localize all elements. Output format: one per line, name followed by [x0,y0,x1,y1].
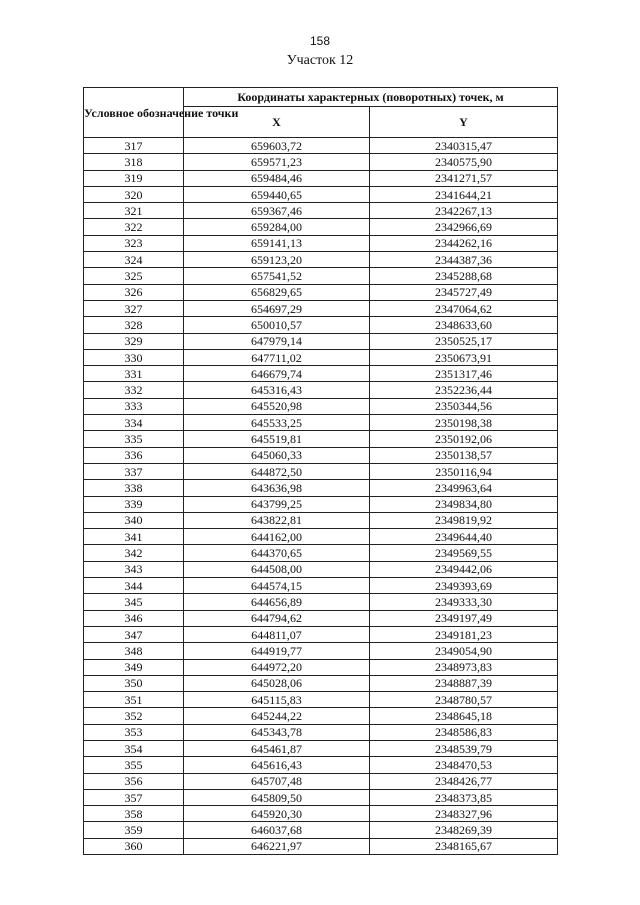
y-coordinate-cell: 2348780,57 [370,692,558,708]
point-id-cell: 326 [84,284,184,300]
x-coordinate-cell: 646679,74 [184,366,370,382]
x-coordinate-cell: 659284,00 [184,219,370,235]
table-row [84,822,558,838]
point-id-cell: 322 [84,219,184,235]
x-coordinate-cell: 659367,46 [184,203,370,219]
table-row [84,300,558,316]
y-coordinate-cell: 2342966,69 [370,219,558,235]
table-row [84,366,558,382]
header-x: X [184,107,370,138]
y-coordinate-cell: 2352236,44 [370,382,558,398]
y-coordinate-cell: 2350673,91 [370,349,558,365]
x-coordinate-cell: 644872,50 [184,463,370,479]
table-body [84,138,558,855]
table-row [84,268,558,284]
x-coordinate-cell: 659141,13 [184,235,370,251]
y-coordinate-cell: 2349333,30 [370,594,558,610]
x-coordinate-cell: 659484,46 [184,170,370,186]
table-row [84,626,558,642]
point-id-cell: 337 [84,463,184,479]
point-id-cell: 360 [84,838,184,854]
point-id-cell: 325 [84,268,184,284]
y-coordinate-cell: 2349569,55 [370,545,558,561]
x-coordinate-cell: 644794,62 [184,610,370,626]
section-title: Участок 12 [286,53,354,68]
point-id-cell: 344 [84,578,184,594]
table-row [84,170,558,186]
x-coordinate-cell: 645616,43 [184,757,370,773]
table-row [84,757,558,773]
table-row [84,724,558,740]
x-coordinate-cell: 645520,98 [184,398,370,414]
point-id-cell: 352 [84,708,184,724]
point-id-cell: 324 [84,252,184,268]
header-y: Y [370,107,558,138]
x-coordinate-cell: 645519,81 [184,431,370,447]
table-row [84,382,558,398]
point-id-cell: 347 [84,626,184,642]
x-coordinate-cell: 650010,57 [184,317,370,333]
point-id-cell: 321 [84,203,184,219]
point-id-cell: 319 [84,170,184,186]
table-row [84,692,558,708]
point-id-cell: 334 [84,415,184,431]
x-coordinate-cell: 643799,25 [184,496,370,512]
y-coordinate-cell: 2348269,39 [370,822,558,838]
y-coordinate-cell: 2348586,83 [370,724,558,740]
x-coordinate-cell: 645809,50 [184,789,370,805]
y-coordinate-cell: 2340315,47 [370,138,558,154]
y-coordinate-cell: 2348973,83 [370,659,558,675]
point-id-cell: 328 [84,317,184,333]
point-id-cell: 323 [84,235,184,251]
point-id-cell: 317 [84,138,184,154]
table-row [84,252,558,268]
y-coordinate-cell: 2349834,80 [370,496,558,512]
x-coordinate-cell: 645533,25 [184,415,370,431]
y-coordinate-cell: 2350138,57 [370,447,558,463]
point-id-cell: 320 [84,186,184,202]
point-id-cell: 346 [84,610,184,626]
x-coordinate-cell: 644574,15 [184,578,370,594]
x-coordinate-cell: 645316,43 [184,382,370,398]
table-row [84,675,558,691]
y-coordinate-cell: 2342267,13 [370,203,558,219]
table-row [84,806,558,822]
point-id-cell: 327 [84,300,184,316]
y-coordinate-cell: 2348470,53 [370,757,558,773]
y-coordinate-cell: 2348327,96 [370,806,558,822]
y-coordinate-cell: 2349181,23 [370,626,558,642]
point-id-cell: 335 [84,431,184,447]
x-coordinate-cell: 657541,52 [184,268,370,284]
y-coordinate-cell: 2349644,40 [370,529,558,545]
header-point-id: Условное обозначение точки [84,88,184,138]
table-row [84,138,558,154]
y-coordinate-cell: 2350525,17 [370,333,558,349]
point-id-cell: 348 [84,643,184,659]
table-row [84,219,558,235]
table-row [84,659,558,675]
table-row [84,463,558,479]
x-coordinate-cell: 656829,65 [184,284,370,300]
y-coordinate-cell: 2350192,06 [370,431,558,447]
point-id-cell: 336 [84,447,184,463]
table-row [84,415,558,431]
x-coordinate-cell: 645060,33 [184,447,370,463]
y-coordinate-cell: 2348373,85 [370,789,558,805]
point-id-cell: 343 [84,561,184,577]
y-coordinate-cell: 2345727,49 [370,284,558,300]
point-id-cell: 330 [84,349,184,365]
x-coordinate-cell: 643822,81 [184,512,370,528]
y-coordinate-cell: 2341644,21 [370,186,558,202]
x-coordinate-cell: 644656,89 [184,594,370,610]
table-row [84,578,558,594]
table-row [84,789,558,805]
table-row [84,186,558,202]
point-id-cell: 350 [84,675,184,691]
y-coordinate-cell: 2348165,67 [370,838,558,854]
point-id-cell: 358 [84,806,184,822]
page-number: 158 [309,34,331,48]
table-row [84,512,558,528]
point-id-cell: 329 [84,333,184,349]
point-id-cell: 345 [84,594,184,610]
x-coordinate-cell: 646037,68 [184,822,370,838]
table-row [84,708,558,724]
point-id-cell: 339 [84,496,184,512]
table-row [84,235,558,251]
point-id-cell: 351 [84,692,184,708]
point-id-cell: 354 [84,740,184,756]
x-coordinate-cell: 643636,98 [184,480,370,496]
table-row [84,610,558,626]
x-coordinate-cell: 645244,22 [184,708,370,724]
table-row [84,480,558,496]
x-coordinate-cell: 647711,02 [184,349,370,365]
table-row [84,398,558,414]
y-coordinate-cell: 2344262,16 [370,235,558,251]
table-row [84,203,558,219]
y-coordinate-cell: 2348426,77 [370,773,558,789]
y-coordinate-cell: 2348539,79 [370,740,558,756]
x-coordinate-cell: 645028,06 [184,675,370,691]
y-coordinate-cell: 2350344,56 [370,398,558,414]
table-row [84,284,558,300]
table-row [84,447,558,463]
table-row [84,773,558,789]
table-row [84,643,558,659]
table-row [84,317,558,333]
x-coordinate-cell: 645343,78 [184,724,370,740]
y-coordinate-cell: 2348887,39 [370,675,558,691]
y-coordinate-cell: 2349963,64 [370,480,558,496]
point-id-cell: 355 [84,757,184,773]
table-row [84,154,558,170]
y-coordinate-cell: 2349442,06 [370,561,558,577]
y-coordinate-cell: 2348645,18 [370,708,558,724]
y-coordinate-cell: 2347064,62 [370,300,558,316]
point-id-cell: 331 [84,366,184,382]
x-coordinate-cell: 644972,20 [184,659,370,675]
y-coordinate-cell: 2351317,46 [370,366,558,382]
x-coordinate-cell: 644162,00 [184,529,370,545]
table-row [84,431,558,447]
table-row [84,594,558,610]
y-coordinate-cell: 2349393,69 [370,578,558,594]
x-coordinate-cell: 645920,30 [184,806,370,822]
point-id-cell: 342 [84,545,184,561]
y-coordinate-cell: 2348633,60 [370,317,558,333]
table-row [84,349,558,365]
x-coordinate-cell: 646221,97 [184,838,370,854]
point-id-cell: 341 [84,529,184,545]
point-id-cell: 318 [84,154,184,170]
table-row [84,333,558,349]
x-coordinate-cell: 645707,48 [184,773,370,789]
table-row [84,496,558,512]
y-coordinate-cell: 2340575,90 [370,154,558,170]
point-id-cell: 359 [84,822,184,838]
y-coordinate-cell: 2341271,57 [370,170,558,186]
point-id-cell: 333 [84,398,184,414]
point-id-cell: 340 [84,512,184,528]
x-coordinate-cell: 645115,83 [184,692,370,708]
x-coordinate-cell: 645461,87 [184,740,370,756]
x-coordinate-cell: 644919,77 [184,643,370,659]
y-coordinate-cell: 2350116,94 [370,463,558,479]
x-coordinate-cell: 659440,65 [184,186,370,202]
table-row [84,529,558,545]
table-header [84,88,558,138]
x-coordinate-cell: 644508,00 [184,561,370,577]
y-coordinate-cell: 2344387,36 [370,252,558,268]
y-coordinate-cell: 2349197,49 [370,610,558,626]
y-coordinate-cell: 2349819,92 [370,512,558,528]
point-id-cell: 356 [84,773,184,789]
point-id-cell: 357 [84,789,184,805]
table-row [84,740,558,756]
point-id-cell: 349 [84,659,184,675]
x-coordinate-cell: 647979,14 [184,333,370,349]
table-row [84,545,558,561]
coordinates-table [83,87,558,855]
header-coordinates: Координаты характерных (поворотных) точек, м [184,88,558,107]
x-coordinate-cell: 654697,29 [184,300,370,316]
point-id-cell: 338 [84,480,184,496]
x-coordinate-cell: 659123,20 [184,252,370,268]
table-row [84,561,558,577]
y-coordinate-cell: 2350198,38 [370,415,558,431]
x-coordinate-cell: 644811,07 [184,626,370,642]
y-coordinate-cell: 2349054,90 [370,643,558,659]
point-id-cell: 332 [84,382,184,398]
x-coordinate-cell: 659603,72 [184,138,370,154]
x-coordinate-cell: 659571,23 [184,154,370,170]
point-id-cell: 353 [84,724,184,740]
x-coordinate-cell: 644370,65 [184,545,370,561]
table-row [84,838,558,854]
y-coordinate-cell: 2345288,68 [370,268,558,284]
